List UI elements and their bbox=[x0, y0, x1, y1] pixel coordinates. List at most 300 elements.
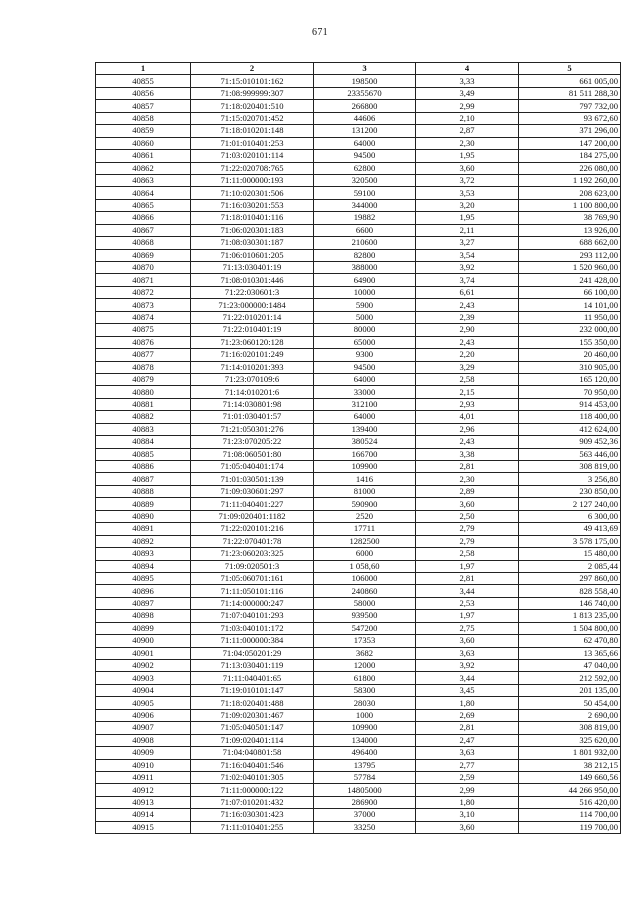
row-number-cell: 40886 bbox=[96, 461, 191, 473]
rate-cell: 2,39 bbox=[416, 311, 519, 323]
table-row bbox=[96, 684, 621, 696]
value-cell: 201 135,00 bbox=[519, 684, 621, 696]
area-cell: 166700 bbox=[314, 448, 416, 460]
row-number-cell: 40895 bbox=[96, 572, 191, 584]
row-number-cell: 40893 bbox=[96, 548, 191, 560]
area-cell: 58000 bbox=[314, 597, 416, 609]
row-number-cell: 40863 bbox=[96, 174, 191, 186]
cadastral-number-cell: 71:10:020301:506 bbox=[191, 187, 314, 199]
table-row bbox=[96, 821, 621, 833]
rate-cell: 2,30 bbox=[416, 137, 519, 149]
value-cell: 62 470,80 bbox=[519, 635, 621, 647]
cadastral-number-cell: 71:08:030301:187 bbox=[191, 237, 314, 249]
row-number-cell: 40904 bbox=[96, 684, 191, 696]
rate-cell: 3,20 bbox=[416, 199, 519, 211]
value-cell: 212 592,00 bbox=[519, 672, 621, 684]
cadastral-number-cell: 71:06:020301:183 bbox=[191, 224, 314, 236]
row-number-cell: 40902 bbox=[96, 660, 191, 672]
area-cell: 3682 bbox=[314, 647, 416, 659]
table-row bbox=[96, 373, 621, 385]
rate-cell: 3,44 bbox=[416, 672, 519, 684]
area-cell: 210600 bbox=[314, 237, 416, 249]
rate-cell: 2,87 bbox=[416, 125, 519, 137]
rate-cell: 2,89 bbox=[416, 485, 519, 497]
row-number-cell: 40882 bbox=[96, 411, 191, 423]
row-number-cell: 40878 bbox=[96, 361, 191, 373]
area-cell: 37000 bbox=[314, 809, 416, 821]
rate-cell: 3,74 bbox=[416, 274, 519, 286]
area-cell: 64000 bbox=[314, 137, 416, 149]
rate-cell: 6,61 bbox=[416, 286, 519, 298]
area-cell: 198500 bbox=[314, 75, 416, 87]
cadastral-number-cell: 71:11:000000:122 bbox=[191, 784, 314, 796]
table-row bbox=[96, 672, 621, 684]
column-header-3: 3 bbox=[314, 63, 416, 75]
rate-cell: 1,97 bbox=[416, 560, 519, 572]
row-number-cell: 40891 bbox=[96, 523, 191, 535]
area-cell: 80000 bbox=[314, 324, 416, 336]
cadastral-number-cell: 71:23:000000:1484 bbox=[191, 299, 314, 311]
area-cell: 65000 bbox=[314, 336, 416, 348]
row-number-cell: 40898 bbox=[96, 610, 191, 622]
cadastral-number-cell: 71:23:060203:325 bbox=[191, 548, 314, 560]
rate-cell: 2,43 bbox=[416, 336, 519, 348]
row-number-cell: 40897 bbox=[96, 597, 191, 609]
cadastral-number-cell: 71:08:999999:307 bbox=[191, 87, 314, 99]
cadastral-number-cell: 71:06:010601:205 bbox=[191, 249, 314, 261]
value-cell: 66 100,00 bbox=[519, 286, 621, 298]
table-row bbox=[96, 635, 621, 647]
area-cell: 58300 bbox=[314, 684, 416, 696]
page-number: 671 bbox=[312, 27, 328, 38]
value-cell: 293 112,00 bbox=[519, 249, 621, 261]
cadastral-number-cell: 71:09:030601:297 bbox=[191, 485, 314, 497]
cadastral-number-cell: 71:22:020101:216 bbox=[191, 523, 314, 535]
rate-cell: 3,45 bbox=[416, 684, 519, 696]
area-cell: 388000 bbox=[314, 262, 416, 274]
rate-cell: 2,59 bbox=[416, 771, 519, 783]
table-row bbox=[96, 498, 621, 510]
row-number-cell: 40890 bbox=[96, 510, 191, 522]
value-cell: 2 690,00 bbox=[519, 709, 621, 721]
table-row bbox=[96, 361, 621, 373]
table-row bbox=[96, 473, 621, 485]
cadastral-number-cell: 71:16:030301:423 bbox=[191, 809, 314, 821]
value-cell: 1 520 960,00 bbox=[519, 262, 621, 274]
value-cell: 14 101,00 bbox=[519, 299, 621, 311]
cadastral-number-cell: 71:07:010201:432 bbox=[191, 796, 314, 808]
row-number-cell: 40860 bbox=[96, 137, 191, 149]
rate-cell: 2,69 bbox=[416, 709, 519, 721]
column-header-2: 2 bbox=[191, 63, 314, 75]
registry-table bbox=[95, 62, 621, 834]
row-number-cell: 40910 bbox=[96, 759, 191, 771]
row-number-cell: 40906 bbox=[96, 709, 191, 721]
rate-cell: 2,15 bbox=[416, 386, 519, 398]
cadastral-number-cell: 71:13:030401:19 bbox=[191, 262, 314, 274]
row-number-cell: 40877 bbox=[96, 349, 191, 361]
rate-cell: 2,43 bbox=[416, 299, 519, 311]
value-cell: 49 413,69 bbox=[519, 523, 621, 535]
value-cell: 11 950,00 bbox=[519, 311, 621, 323]
table-row bbox=[96, 448, 621, 460]
rate-cell: 3,38 bbox=[416, 448, 519, 460]
row-number-cell: 40908 bbox=[96, 734, 191, 746]
rate-cell: 3,72 bbox=[416, 174, 519, 186]
value-cell: 371 296,00 bbox=[519, 125, 621, 137]
area-cell: 57784 bbox=[314, 771, 416, 783]
value-cell: 661 005,00 bbox=[519, 75, 621, 87]
table-row bbox=[96, 75, 621, 87]
area-cell: 109900 bbox=[314, 722, 416, 734]
table-row bbox=[96, 274, 621, 286]
table-row bbox=[96, 660, 621, 672]
row-number-cell: 40884 bbox=[96, 436, 191, 448]
area-cell: 17711 bbox=[314, 523, 416, 535]
value-cell: 2 127 240,00 bbox=[519, 498, 621, 510]
area-cell: 14805000 bbox=[314, 784, 416, 796]
rate-cell: 3,60 bbox=[416, 498, 519, 510]
cadastral-number-cell: 71:18:010201:148 bbox=[191, 125, 314, 137]
rate-cell: 2,50 bbox=[416, 510, 519, 522]
area-cell: 1 058,60 bbox=[314, 560, 416, 572]
cadastral-number-cell: 71:11:050101:116 bbox=[191, 585, 314, 597]
rate-cell: 1,95 bbox=[416, 212, 519, 224]
table-row bbox=[96, 324, 621, 336]
area-cell: 109900 bbox=[314, 461, 416, 473]
table-row bbox=[96, 709, 621, 721]
table-row bbox=[96, 262, 621, 274]
table-row bbox=[96, 174, 621, 186]
rate-cell: 2,79 bbox=[416, 535, 519, 547]
value-cell: 20 460,00 bbox=[519, 349, 621, 361]
cadastral-number-cell: 71:05:060701:161 bbox=[191, 572, 314, 584]
value-cell: 310 905,00 bbox=[519, 361, 621, 373]
area-cell: 64000 bbox=[314, 411, 416, 423]
rate-cell: 2,47 bbox=[416, 734, 519, 746]
row-number-cell: 40869 bbox=[96, 249, 191, 261]
row-number-cell: 40896 bbox=[96, 585, 191, 597]
row-number-cell: 40892 bbox=[96, 535, 191, 547]
rate-cell: 2,53 bbox=[416, 597, 519, 609]
rate-cell: 1,80 bbox=[416, 796, 519, 808]
row-number-cell: 40876 bbox=[96, 336, 191, 348]
rate-cell: 2,81 bbox=[416, 722, 519, 734]
cadastral-number-cell: 71:18:010401:116 bbox=[191, 212, 314, 224]
rate-cell: 3,63 bbox=[416, 747, 519, 759]
area-cell: 64000 bbox=[314, 373, 416, 385]
table-row bbox=[96, 734, 621, 746]
table-row bbox=[96, 809, 621, 821]
value-cell: 241 428,00 bbox=[519, 274, 621, 286]
cadastral-number-cell: 71:03:020101:114 bbox=[191, 150, 314, 162]
cadastral-number-cell: 71:18:020401:488 bbox=[191, 697, 314, 709]
cadastral-number-cell: 71:09:020401:1182 bbox=[191, 510, 314, 522]
area-cell: 10000 bbox=[314, 286, 416, 298]
cadastral-number-cell: 71:22:010201:14 bbox=[191, 311, 314, 323]
cadastral-number-cell: 71:01:010401:253 bbox=[191, 137, 314, 149]
table-row bbox=[96, 199, 621, 211]
value-cell: 914 453,00 bbox=[519, 398, 621, 410]
cadastral-number-cell: 71:15:020701:452 bbox=[191, 112, 314, 124]
cadastral-number-cell: 71:14:010201:393 bbox=[191, 361, 314, 373]
cadastral-number-cell: 71:22:010401:19 bbox=[191, 324, 314, 336]
table-row bbox=[96, 311, 621, 323]
rate-cell: 3,92 bbox=[416, 660, 519, 672]
area-cell: 94500 bbox=[314, 150, 416, 162]
row-number-cell: 40862 bbox=[96, 162, 191, 174]
value-cell: 1 813 235,00 bbox=[519, 610, 621, 622]
cadastral-number-cell: 71:08:010301:446 bbox=[191, 274, 314, 286]
row-number-cell: 40865 bbox=[96, 199, 191, 211]
table-row bbox=[96, 187, 621, 199]
area-cell: 19882 bbox=[314, 212, 416, 224]
value-cell: 184 275,00 bbox=[519, 150, 621, 162]
rate-cell: 3,10 bbox=[416, 809, 519, 821]
area-cell: 33000 bbox=[314, 386, 416, 398]
value-cell: 308 819,00 bbox=[519, 722, 621, 734]
cadastral-number-cell: 71:14:030801:98 bbox=[191, 398, 314, 410]
table-row bbox=[96, 784, 621, 796]
rate-cell: 1,95 bbox=[416, 150, 519, 162]
area-cell: 64900 bbox=[314, 274, 416, 286]
row-number-cell: 40870 bbox=[96, 262, 191, 274]
rate-cell: 2,99 bbox=[416, 784, 519, 796]
value-cell: 688 662,00 bbox=[519, 237, 621, 249]
value-cell: 81 511 288,30 bbox=[519, 87, 621, 99]
area-cell: 9300 bbox=[314, 349, 416, 361]
area-cell: 61800 bbox=[314, 672, 416, 684]
cadastral-number-cell: 71:14:010201:6 bbox=[191, 386, 314, 398]
cadastral-number-cell: 71:16:020101:249 bbox=[191, 349, 314, 361]
table-body bbox=[96, 75, 621, 834]
value-cell: 147 200,00 bbox=[519, 137, 621, 149]
value-cell: 308 819,00 bbox=[519, 461, 621, 473]
cadastral-number-cell: 71:14:000000:247 bbox=[191, 597, 314, 609]
header-row bbox=[96, 63, 621, 75]
column-header-4: 4 bbox=[416, 63, 519, 75]
row-number-cell: 40872 bbox=[96, 286, 191, 298]
area-cell: 344000 bbox=[314, 199, 416, 211]
value-cell: 13 365,66 bbox=[519, 647, 621, 659]
value-cell: 230 850,00 bbox=[519, 485, 621, 497]
row-number-cell: 40900 bbox=[96, 635, 191, 647]
area-cell: 94500 bbox=[314, 361, 416, 373]
cadastral-number-cell: 71:03:040101:172 bbox=[191, 622, 314, 634]
value-cell: 6 300,00 bbox=[519, 510, 621, 522]
table-row bbox=[96, 796, 621, 808]
rate-cell: 3,54 bbox=[416, 249, 519, 261]
row-number-cell: 40855 bbox=[96, 75, 191, 87]
value-cell: 119 700,00 bbox=[519, 821, 621, 833]
cadastral-number-cell: 71:21:050301:276 bbox=[191, 423, 314, 435]
row-number-cell: 40879 bbox=[96, 373, 191, 385]
area-cell: 1416 bbox=[314, 473, 416, 485]
column-header-1: 1 bbox=[96, 63, 191, 75]
table-row bbox=[96, 461, 621, 473]
row-number-cell: 40907 bbox=[96, 722, 191, 734]
table-row bbox=[96, 224, 621, 236]
value-cell: 50 454,00 bbox=[519, 697, 621, 709]
area-cell: 547200 bbox=[314, 622, 416, 634]
row-number-cell: 40874 bbox=[96, 311, 191, 323]
rate-cell: 3,60 bbox=[416, 162, 519, 174]
cadastral-number-cell: 71:11:000000:384 bbox=[191, 635, 314, 647]
cadastral-number-cell: 71:22:070401:78 bbox=[191, 535, 314, 547]
table-row bbox=[96, 386, 621, 398]
value-cell: 47 040,00 bbox=[519, 660, 621, 672]
value-cell: 208 623,00 bbox=[519, 187, 621, 199]
area-cell: 17353 bbox=[314, 635, 416, 647]
rate-cell: 1,80 bbox=[416, 697, 519, 709]
value-cell: 114 700,00 bbox=[519, 809, 621, 821]
cadastral-number-cell: 71:22:020708:765 bbox=[191, 162, 314, 174]
rate-cell: 2,93 bbox=[416, 398, 519, 410]
area-cell: 6000 bbox=[314, 548, 416, 560]
cadastral-number-cell: 71:23:070109:6 bbox=[191, 373, 314, 385]
table-row bbox=[96, 398, 621, 410]
area-cell: 240860 bbox=[314, 585, 416, 597]
rate-cell: 2,77 bbox=[416, 759, 519, 771]
table-row bbox=[96, 436, 621, 448]
row-number-cell: 40866 bbox=[96, 212, 191, 224]
table-row bbox=[96, 585, 621, 597]
cadastral-number-cell: 71:16:030201:553 bbox=[191, 199, 314, 211]
area-cell: 82800 bbox=[314, 249, 416, 261]
value-cell: 13 926,00 bbox=[519, 224, 621, 236]
rate-cell: 4,01 bbox=[416, 411, 519, 423]
row-number-cell: 40913 bbox=[96, 796, 191, 808]
value-cell: 3 578 175,00 bbox=[519, 535, 621, 547]
value-cell: 38 212,15 bbox=[519, 759, 621, 771]
rate-cell: 3,60 bbox=[416, 821, 519, 833]
area-cell: 12000 bbox=[314, 660, 416, 672]
area-cell: 1282500 bbox=[314, 535, 416, 547]
cadastral-number-cell: 71:11:040401:227 bbox=[191, 498, 314, 510]
table-row bbox=[96, 87, 621, 99]
rate-cell: 2,81 bbox=[416, 572, 519, 584]
row-number-cell: 40899 bbox=[96, 622, 191, 634]
table-row bbox=[96, 697, 621, 709]
value-cell: 44 266 950,00 bbox=[519, 784, 621, 796]
rate-cell: 2,30 bbox=[416, 473, 519, 485]
row-number-cell: 40864 bbox=[96, 187, 191, 199]
area-cell: 131200 bbox=[314, 125, 416, 137]
area-cell: 286900 bbox=[314, 796, 416, 808]
cadastral-number-cell: 71:09:020501:3 bbox=[191, 560, 314, 572]
rate-cell: 2,20 bbox=[416, 349, 519, 361]
value-cell: 149 660,56 bbox=[519, 771, 621, 783]
row-number-cell: 40871 bbox=[96, 274, 191, 286]
value-cell: 297 860,00 bbox=[519, 572, 621, 584]
cadastral-number-cell: 71:23:070205:22 bbox=[191, 436, 314, 448]
cadastral-number-cell: 71:09:020301:467 bbox=[191, 709, 314, 721]
table-row bbox=[96, 112, 621, 124]
rate-cell: 3,33 bbox=[416, 75, 519, 87]
rate-cell: 2,43 bbox=[416, 436, 519, 448]
cadastral-number-cell: 71:11:000000:193 bbox=[191, 174, 314, 186]
area-cell: 59100 bbox=[314, 187, 416, 199]
cadastral-number-cell: 71:01:030501:139 bbox=[191, 473, 314, 485]
rate-cell: 3,44 bbox=[416, 585, 519, 597]
table-row bbox=[96, 100, 621, 112]
row-number-cell: 40901 bbox=[96, 647, 191, 659]
row-number-cell: 40880 bbox=[96, 386, 191, 398]
rate-cell: 3,63 bbox=[416, 647, 519, 659]
row-number-cell: 40856 bbox=[96, 87, 191, 99]
table-row bbox=[96, 249, 621, 261]
value-cell: 3 256,80 bbox=[519, 473, 621, 485]
row-number-cell: 40873 bbox=[96, 299, 191, 311]
row-number-cell: 40914 bbox=[96, 809, 191, 821]
table-row bbox=[96, 622, 621, 634]
table-row bbox=[96, 485, 621, 497]
table-row bbox=[96, 162, 621, 174]
value-cell: 563 446,00 bbox=[519, 448, 621, 460]
area-cell: 2520 bbox=[314, 510, 416, 522]
value-cell: 15 480,00 bbox=[519, 548, 621, 560]
rate-cell: 3,29 bbox=[416, 361, 519, 373]
cadastral-number-cell: 71:05:040501:147 bbox=[191, 722, 314, 734]
area-cell: 23355670 bbox=[314, 87, 416, 99]
area-cell: 5000 bbox=[314, 311, 416, 323]
value-cell: 118 400,00 bbox=[519, 411, 621, 423]
table-row bbox=[96, 747, 621, 759]
table-row bbox=[96, 299, 621, 311]
rate-cell: 3,92 bbox=[416, 262, 519, 274]
area-cell: 33250 bbox=[314, 821, 416, 833]
row-number-cell: 40915 bbox=[96, 821, 191, 833]
rate-cell: 2,58 bbox=[416, 373, 519, 385]
table-row bbox=[96, 423, 621, 435]
rate-cell: 2,10 bbox=[416, 112, 519, 124]
area-cell: 5900 bbox=[314, 299, 416, 311]
table-row bbox=[96, 759, 621, 771]
cadastral-number-cell: 71:01:030401:57 bbox=[191, 411, 314, 423]
value-cell: 516 420,00 bbox=[519, 796, 621, 808]
row-number-cell: 40857 bbox=[96, 100, 191, 112]
area-cell: 380524 bbox=[314, 436, 416, 448]
value-cell: 93 672,60 bbox=[519, 112, 621, 124]
row-number-cell: 40859 bbox=[96, 125, 191, 137]
row-number-cell: 40883 bbox=[96, 423, 191, 435]
area-cell: 106000 bbox=[314, 572, 416, 584]
rate-cell: 2,81 bbox=[416, 461, 519, 473]
value-cell: 909 452,36 bbox=[519, 436, 621, 448]
row-number-cell: 40875 bbox=[96, 324, 191, 336]
value-cell: 2 085,44 bbox=[519, 560, 621, 572]
rate-cell: 3,27 bbox=[416, 237, 519, 249]
area-cell: 81000 bbox=[314, 485, 416, 497]
table-row bbox=[96, 597, 621, 609]
value-cell: 1 504 800,00 bbox=[519, 622, 621, 634]
area-cell: 28030 bbox=[314, 697, 416, 709]
area-cell: 1000 bbox=[314, 709, 416, 721]
cadastral-number-cell: 71:22:030601:3 bbox=[191, 286, 314, 298]
cadastral-number-cell: 71:04:040801:58 bbox=[191, 747, 314, 759]
table-row bbox=[96, 150, 621, 162]
area-cell: 62800 bbox=[314, 162, 416, 174]
row-number-cell: 40903 bbox=[96, 672, 191, 684]
cadastral-number-cell: 71:18:020401:510 bbox=[191, 100, 314, 112]
row-number-cell: 40868 bbox=[96, 237, 191, 249]
rate-cell: 2,58 bbox=[416, 548, 519, 560]
value-cell: 1 801 932,00 bbox=[519, 747, 621, 759]
cadastral-number-cell: 71:16:040401:546 bbox=[191, 759, 314, 771]
area-cell: 312100 bbox=[314, 398, 416, 410]
table-row bbox=[96, 535, 621, 547]
cadastral-number-cell: 71:07:040101:293 bbox=[191, 610, 314, 622]
